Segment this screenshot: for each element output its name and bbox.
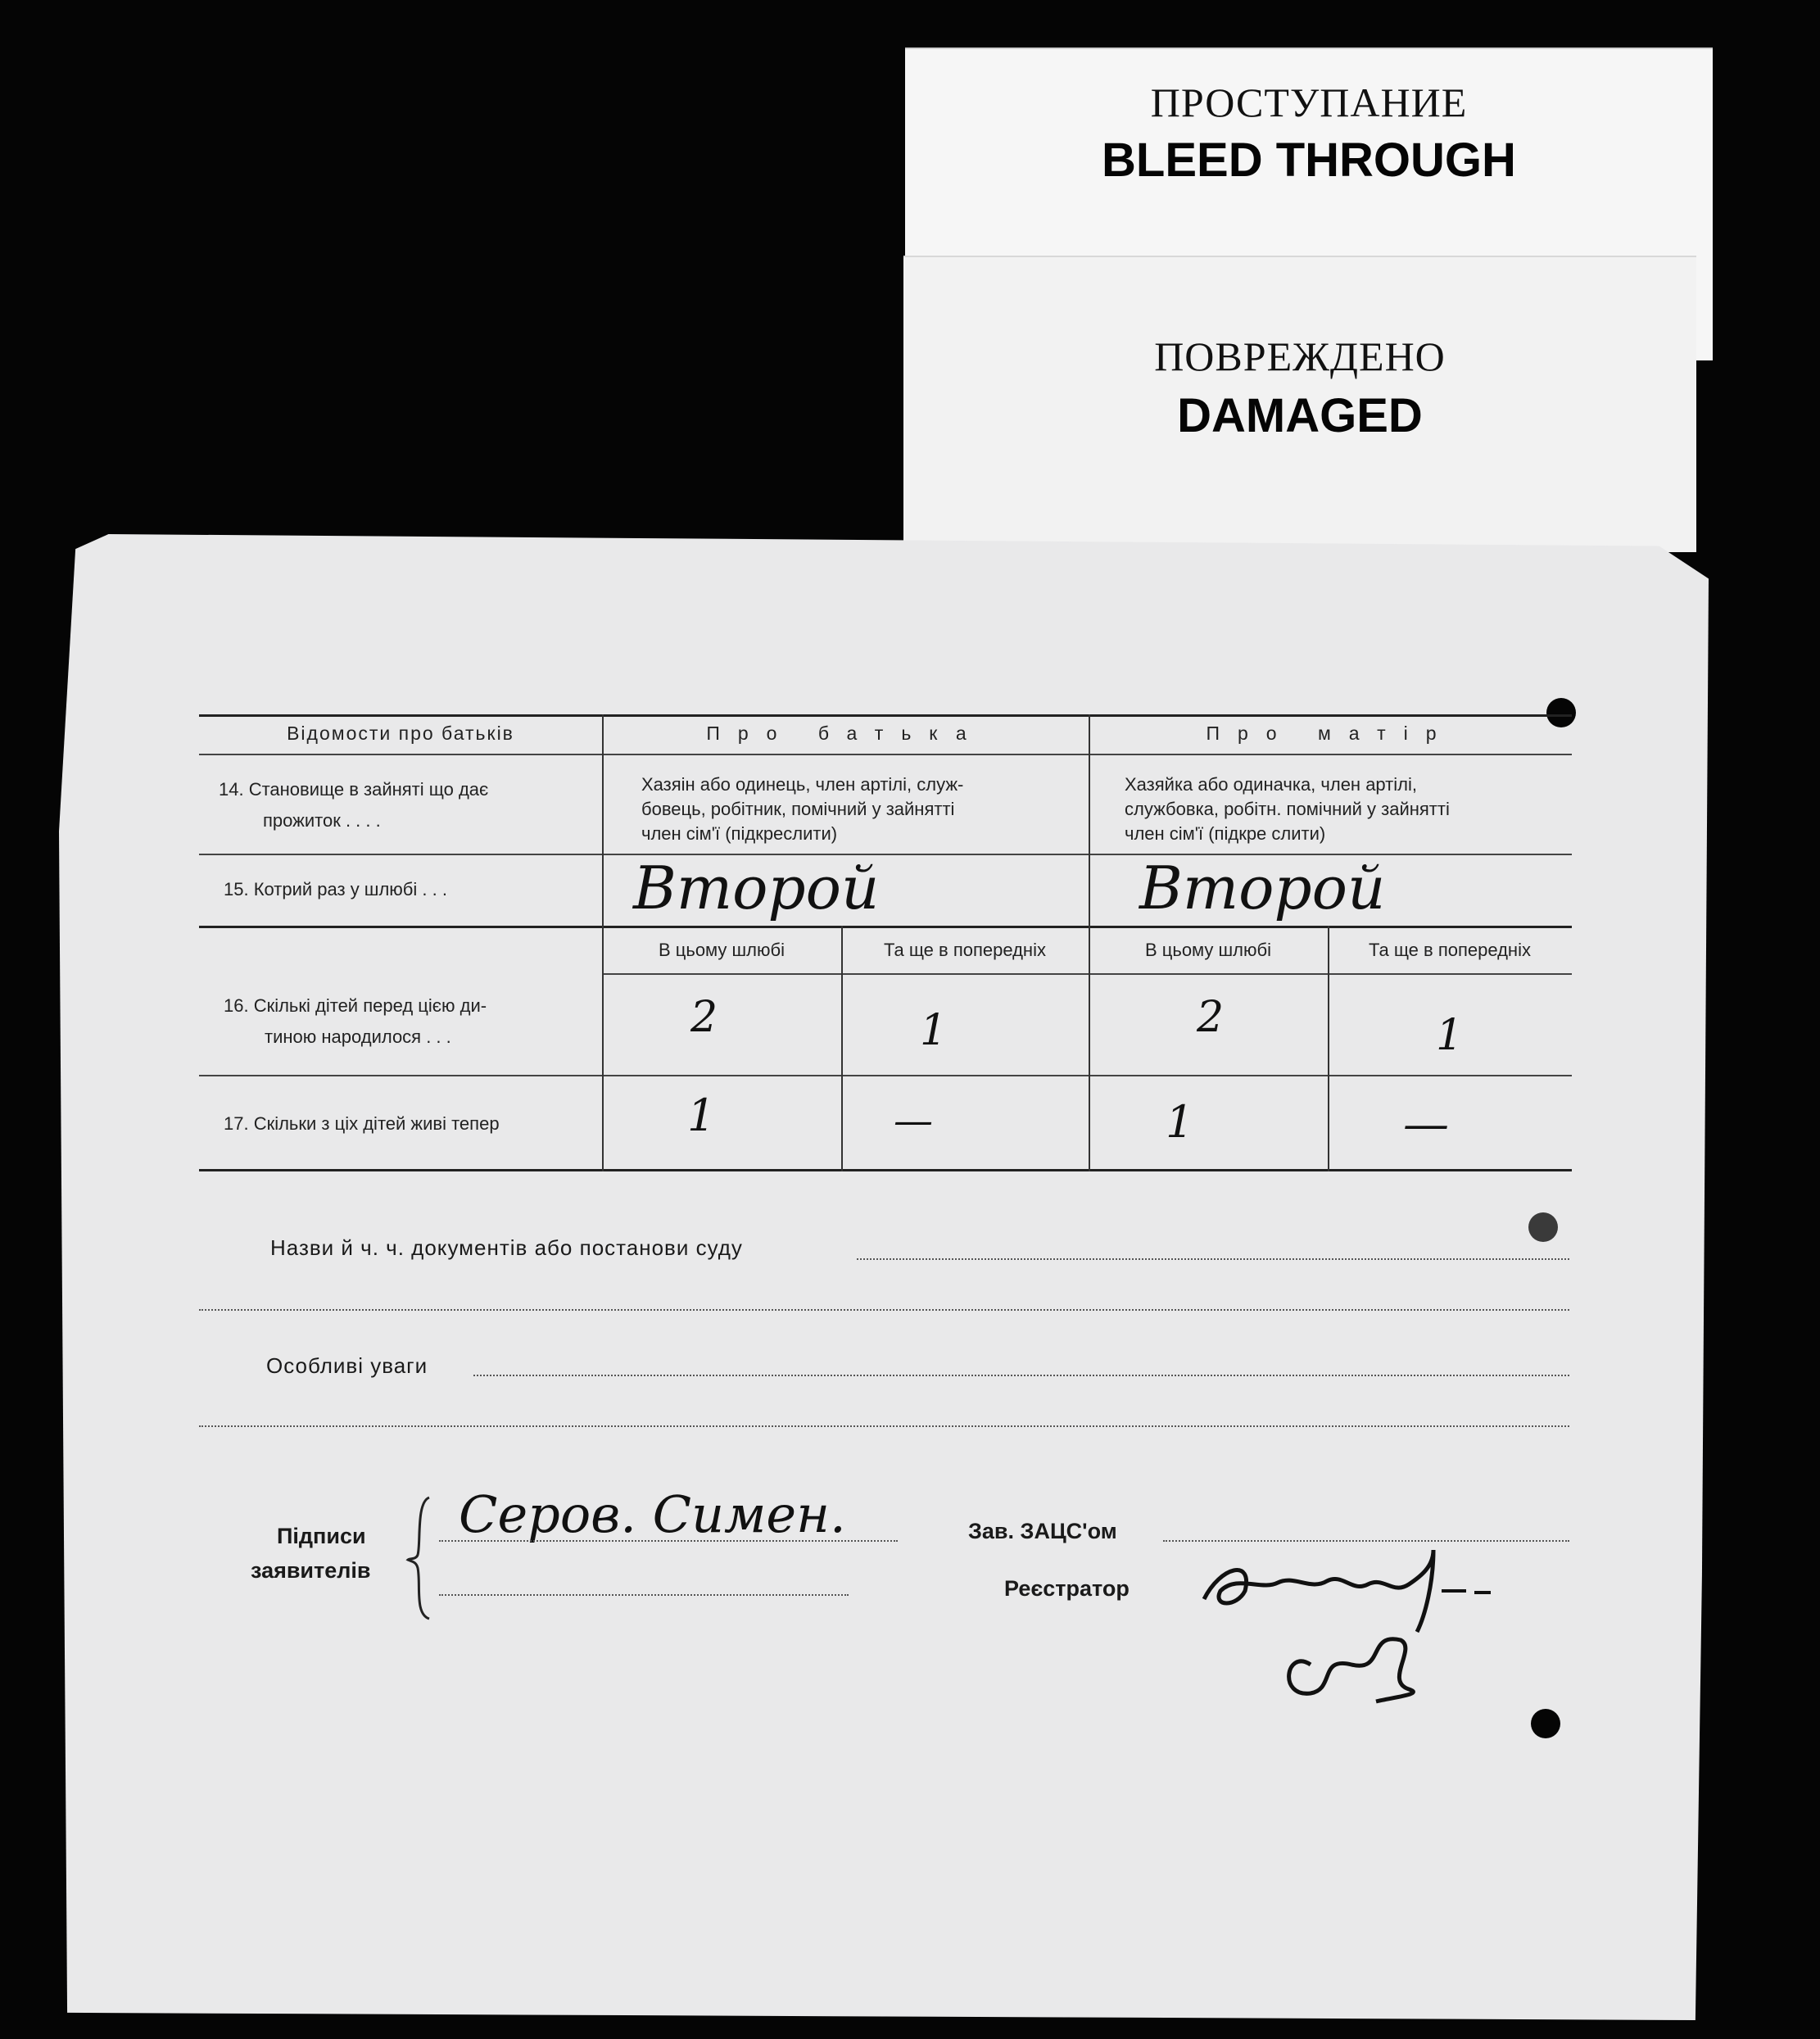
row16-father-prev: 1 xyxy=(920,1006,948,1055)
curly-brace xyxy=(405,1494,437,1622)
row14-father-2: бовець, робітник, помічний у зайнятті xyxy=(641,799,955,819)
subhead-mother-previous: Та ще в попередніх xyxy=(1369,940,1531,960)
applicants-label-2: заявителів xyxy=(251,1558,371,1583)
row16-mother-this: 2 xyxy=(1197,993,1225,1042)
remarks-line xyxy=(473,1375,1569,1376)
documents-label: Назви й ч. ч. документів або постанови суду xyxy=(270,1235,743,1260)
registrar-label: Реєстратор xyxy=(1004,1576,1130,1601)
row14-label-2: прожиток . . . . xyxy=(263,810,381,831)
damaged-en: DAMAGED xyxy=(1177,389,1423,442)
row15-mother-value: Второй xyxy=(1139,854,1386,922)
row17-father-prev: — xyxy=(894,1098,933,1144)
damaged-ru: ПОВРЕЖДЕНО xyxy=(1154,333,1446,379)
row14-father-3: член сім'ї (підкреслити) xyxy=(641,823,838,844)
applicant-line-2 xyxy=(439,1594,849,1596)
subhead-father-this: В цьому шлюбі xyxy=(658,940,785,960)
documents-line xyxy=(857,1258,1569,1260)
applicants-label-1: Підписи xyxy=(277,1524,366,1548)
row16-mother-prev: 1 xyxy=(1436,1011,1464,1060)
row16-label-1: 16. Скількі дітей перед цією ди- xyxy=(224,995,487,1016)
bleed-through-ru: ПРОСТУПАНИЕ xyxy=(1150,79,1468,125)
row14-mother-2: службовка, робітн. помічний у зайнятті xyxy=(1125,799,1450,819)
row16-label-2: тиною народилося . . . xyxy=(265,1026,451,1047)
row15-father-value: Второй xyxy=(633,854,880,922)
row14-father-1: Хазяін або одинець, член артілі, служ- xyxy=(641,774,964,795)
applicant-line-1 xyxy=(439,1540,898,1542)
row14-mother-1: Хазяйка або одиначка, член артілі, xyxy=(1125,774,1417,795)
head-label: Зав. ЗАЦС'ом xyxy=(968,1519,1117,1543)
row15-label: 15. Котрий раз у шлюбі . . . xyxy=(224,879,447,899)
header-mother: Про матір xyxy=(1206,723,1455,744)
remarks-line-2 xyxy=(199,1425,1569,1427)
bleed-through-en: BLEED THROUGH xyxy=(1102,134,1516,187)
damaged-notice xyxy=(903,256,1696,552)
subhead-mother-this: В цьому шлюбі xyxy=(1144,940,1272,960)
punch-hole xyxy=(1528,1212,1558,1242)
row14-mother-3: член сім'ї (підкре слити) xyxy=(1125,823,1326,844)
row17-father-this: 1 xyxy=(687,1090,716,1141)
documents-line-2 xyxy=(199,1309,1569,1311)
row16-father-this: 2 xyxy=(690,993,718,1042)
parents-info-table xyxy=(199,714,1572,1171)
registrar-signature xyxy=(1188,1534,1515,1706)
subhead-father-previous: Та ще в попередніх xyxy=(884,940,1046,960)
row17-mother-prev: — xyxy=(1403,1098,1449,1151)
applicant-signature-1: Серов. Симен. xyxy=(459,1484,846,1544)
row17-mother-this: 1 xyxy=(1166,1096,1194,1148)
remarks-label: Особливі уваги xyxy=(266,1353,428,1378)
punch-hole xyxy=(1531,1709,1560,1738)
row14-label-1: 14. Становище в зайняті що дає xyxy=(219,779,489,800)
row17-label: 17. Скільки з ціх дітей живі тепер xyxy=(224,1113,500,1134)
header-parents: Відомости про батьків xyxy=(287,723,514,744)
header-father: Про батька xyxy=(706,723,985,744)
